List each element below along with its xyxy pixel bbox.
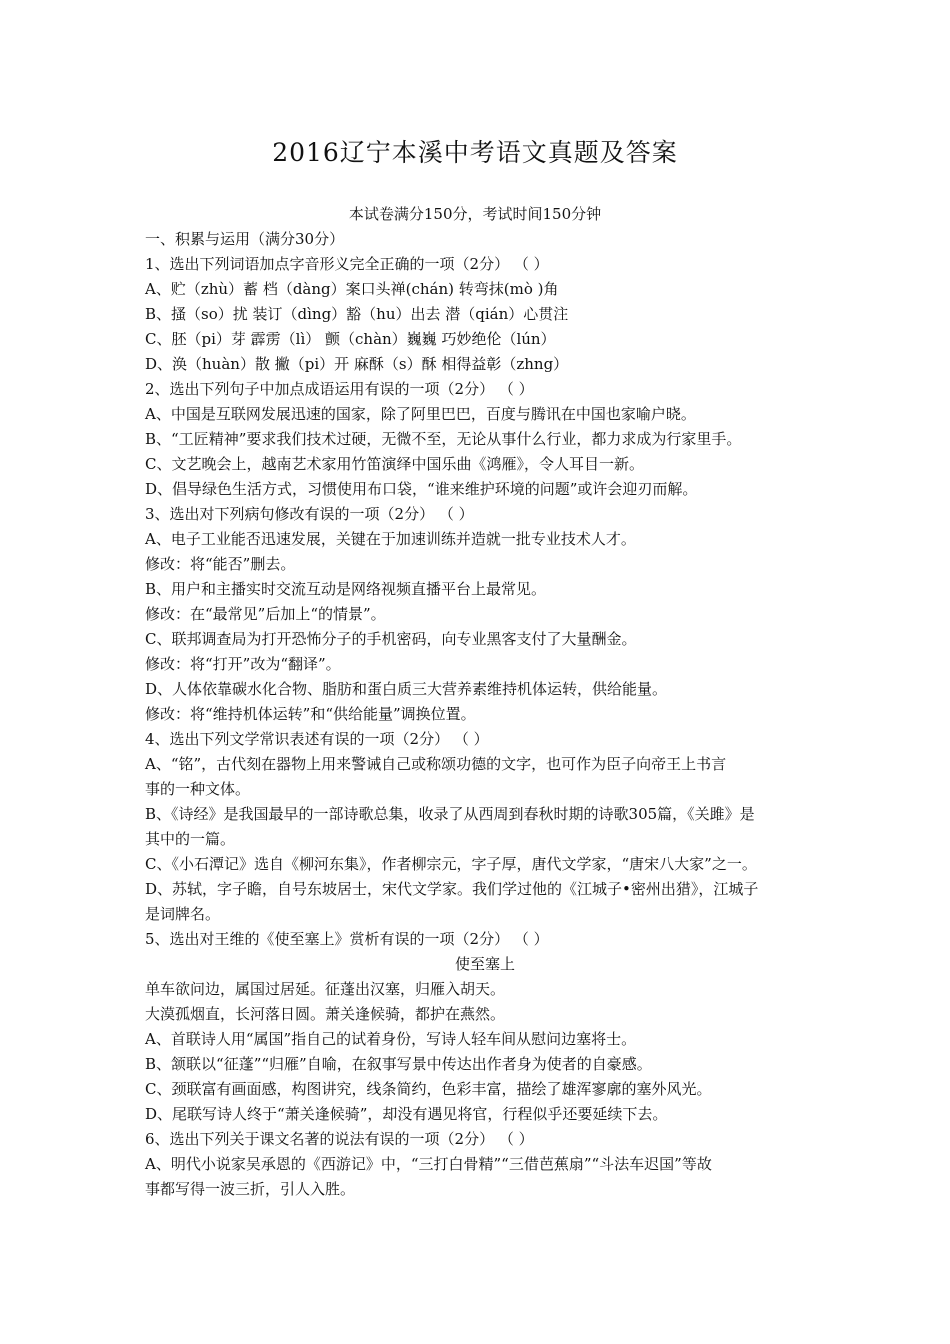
option-d: D、人体依靠碳水化合物、脂肪和蛋白质三大营养素维持机体运转，供给能量。 [145, 680, 668, 698]
option-c: C、文艺晚会上，越南艺术家用竹笛演绎中国乐曲《鸿雁》，令人耳目一新。 [145, 455, 644, 473]
option-d: D、尾联写诗人终于“萧关逢候骑”，却没有遇见将官，行程似乎还要延续下去。 [145, 1105, 668, 1123]
question-6: 6、选出下列关于课文名著的说法有误的一项（2分） （ ） [145, 1130, 534, 1148]
poem-line: 单车欲问边，属国过居延。征蓬出汉塞，归雁入胡天。 [145, 980, 506, 998]
option-a-continued: 事的一种文体。 [145, 780, 251, 798]
revision-note: 修改：在“最常见”后加上“的情景”。 [145, 605, 386, 623]
option-a: A、明代小说家吴承恩的《西游记》中，“三打白骨精”“三借芭蕉扇”“斗法车迟国”等故 [145, 1155, 712, 1173]
option-c: C、颈联富有画面感，构图讲究，线条简约，色彩丰富，描绘了雄浑寥廓的塞外风光。 [145, 1080, 712, 1098]
option-b: B、《诗经》是我国最早的一部诗歌总集，收录了从西周到春秋时期的诗歌305篇，《关雎》是 [145, 805, 755, 823]
question-2: 2、选出下列句子中加点成语运用有误的一项（2分） （ ） [145, 380, 534, 398]
option-a: A、贮（zhù）蓄 档（dàng）案口头禅(chán) 转弯抹(mò )角 [145, 280, 559, 298]
option-a: A、“铭”，古代刻在器物上用来警诫自己或称颂功德的文字，也可作为臣子向帝王上书言 [145, 755, 727, 773]
option-b-continued: 其中的一篇。 [145, 830, 236, 848]
page-title: 2016辽宁本溪中考语文真题及答案 [272, 138, 678, 167]
option-d: D、苏轼，字子瞻，自号东坡居士，宋代文学家。我们学过他的《江城子•密州出猎》，江城子 [145, 880, 759, 898]
option-a: A、电子工业能否迅速发展，关键在于加速训练并造就一批专业技术人才。 [145, 530, 636, 548]
exam-info: 本试卷满分150分，考试时间150分钟 [348, 205, 602, 223]
poem-line: 大漠孤烟直，长河落日圆。萧关逢候骑，都护在燕然。 [145, 1005, 506, 1023]
option-a: A、首联诗人用“属国”指自己的试着身份，写诗人轻车间从慰问边塞将士。 [145, 1030, 637, 1048]
question-3: 3、选出对下列病句修改有误的一项（2分） （ ） [145, 505, 474, 523]
option-c: C、胚（pi）芽 霹雳（lì） 颤（chàn）巍巍 巧妙绝伦（lún） [145, 330, 556, 348]
question-4: 4、选出下列文学常识表述有误的一项（2分） （ ） [145, 730, 489, 748]
question-5: 5、选出对王维的《使至塞上》赏析有误的一项（2分） （ ） [145, 930, 549, 948]
section-heading: 一、积累与运用（满分30分） [145, 230, 345, 248]
option-c: C、《小石潭记》选自《柳河东集》，作者柳宗元，字子厚，唐代文学家，“唐宋八大家”之一。 [145, 855, 757, 873]
question-1: 1、选出下列词语加点字音形义完全正确的一项（2分） （ ） [145, 255, 549, 273]
poem-title: 使至塞上 [454, 955, 515, 973]
option-b: B、“工匠精神”要求我们技术过硬，无微不至，无论从事什么行业，都力求成为行家里手。 [145, 430, 742, 448]
option-d: D、涣（huàn）散 撇（pi）开 麻酥（s）酥 相得益彰（zhng） [145, 355, 569, 373]
option-a-continued: 事都写得一波三折，引人入胜。 [145, 1180, 356, 1198]
revision-note: 修改：将“能否”删去。 [145, 555, 296, 573]
option-b: B、搔（so）扰 装订（dìng）豁（hu）出去 潜（qián）心贯注 [145, 305, 569, 323]
revision-note: 修改：将“打开”改为“翻译”。 [145, 655, 341, 673]
option-a: A、中国是互联网发展迅速的国家，除了阿里巴巴，百度与腾讯在中国也家喻户晓。 [145, 405, 696, 423]
document-body [145, 227, 825, 1202]
option-b: B、用户和主播实时交流互动是网络视频直播平台上最常见。 [145, 580, 547, 598]
revision-note: 修改：将“维持机体运转”和“供给能量”调换位置。 [145, 705, 476, 723]
option-c: C、联邦调查局为打开恐怖分子的手机密码，向专业黑客支付了大量酬金。 [145, 630, 637, 648]
option-d-continued: 是词牌名。 [145, 905, 221, 923]
option-d: D、倡导绿色生活方式，习惯使用布口袋，“谁来维护环境的问题”或许会迎刃而解。 [145, 480, 698, 498]
option-b: B、颔联以“征蓬”“归雁”自喻，在叙事写景中传达出作者身为使者的自豪感。 [145, 1055, 652, 1073]
